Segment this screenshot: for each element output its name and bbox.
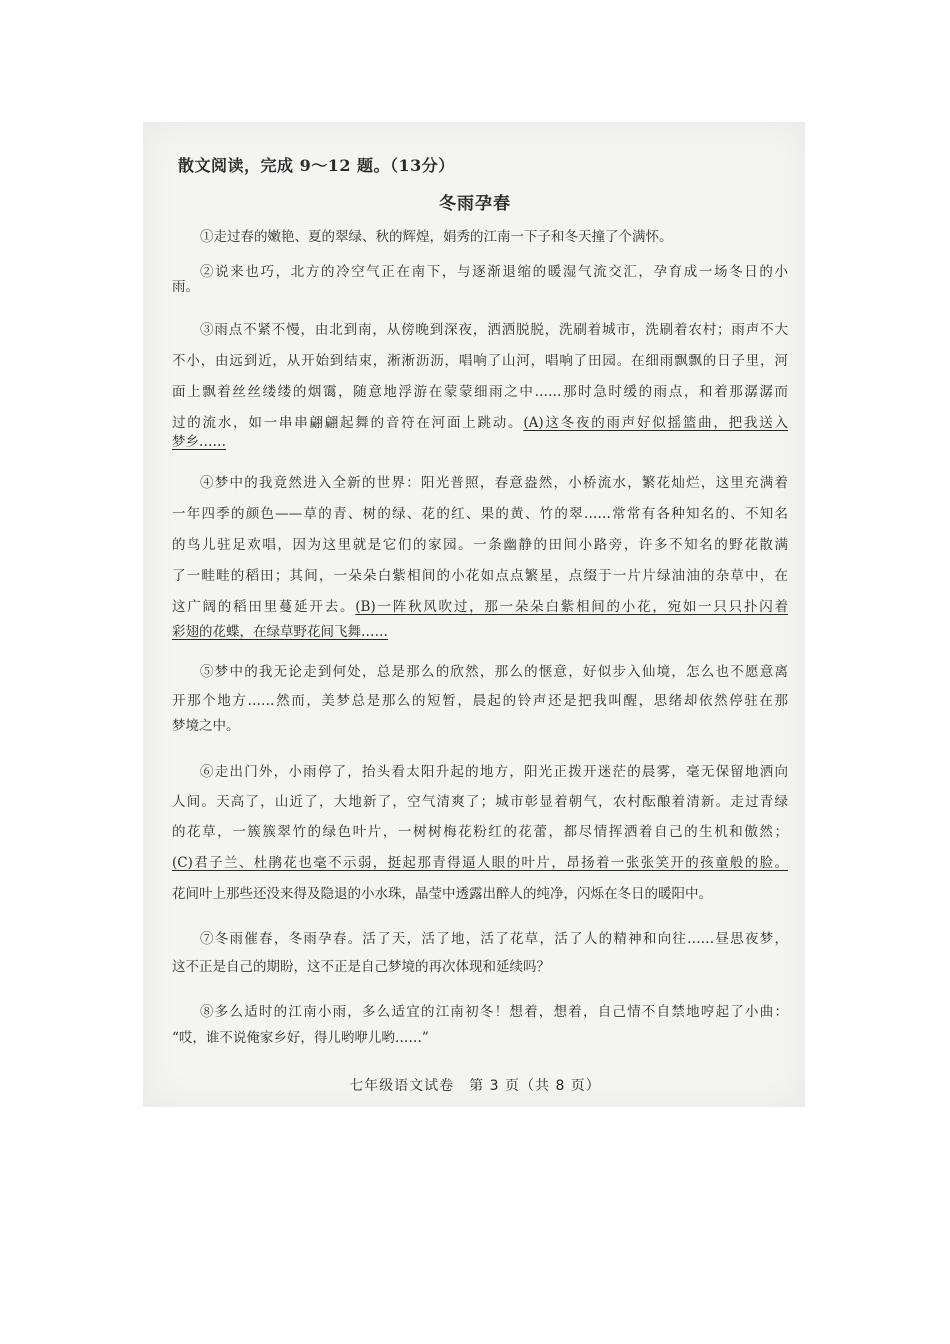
paragraph-2-line-2: 雨。: [172, 279, 199, 295]
paragraph-6-line-4: [172, 853, 788, 873]
paragraph-4-line-1: ④梦中的我竟然进入全新的世界：阳光普照，春意盎然，小桥流水，繁花灿烂，这里充满着: [200, 475, 788, 491]
paragraph-3-line-5: [172, 432, 788, 452]
paragraph-4-line-6: [172, 622, 788, 642]
paragraph-1-line-1: ①走过春的嫩艳、夏的翠绿、秋的辉煌，娟秀的江南一下子和冬天撞了个满怀。: [200, 229, 673, 245]
paragraph-3-line-4: [172, 413, 788, 433]
section-heading: 散文阅读，完成 9～12 题。（13分）: [178, 156, 455, 175]
paragraph-6-line-5: 花间叶上那些还没来得及隐退的小水珠，晶莹中透露出醉人的纯净，闪烁在冬日的暖阳中。: [172, 886, 712, 902]
paragraph-8-line-1: ⑧多么适时的江南小雨，多么适宜的江南初冬！想着，想着，自己情不自禁地哼起了小曲：: [200, 1004, 788, 1020]
paragraph-5-line-2: 开那个地方……然而，美梦总是那么的短暂，晨起的铃声还是把我叫醒，思绪却依然停驻在那: [172, 693, 788, 709]
paragraph-4-line-5: [172, 597, 788, 617]
page-footer: 七年级语文试卷 第 3 页（共 8 页）: [349, 1078, 601, 1094]
underlined-sentence-b: (B)一阵秋风吹过，那一朵朵白紫相间的小花，宛如一只只扑闪着: [355, 599, 788, 615]
paragraph-6-line-1: ⑥走出门外，小雨停了，抬头看太阳升起的地方，阳光正拨开迷茫的晨雾，毫无保留地洒向: [200, 764, 788, 780]
paragraph-3-line-2: 不小，由远到近，从开始到结束，淅淅沥沥，唱响了山河，唱响了田园。在细雨飘飘的日子里，河: [172, 353, 788, 369]
paragraph-7-line-2: 这不正是自己的期盼，这不正是自己梦境的再次体现和延续吗？: [172, 959, 550, 975]
underlined-sentence-a: (A)这冬夜的雨声好似摇篮曲，把我送入: [523, 415, 788, 431]
paragraph-6-line-3: 的花草，一簇簇翠竹的绿色叶片，一树树梅花粉红的花蕾，都尽情挥洒着自己的生机和傲然；: [172, 824, 788, 840]
paragraph-4-line-3: 的鸟儿驻足欢唱，因为这里就是它们的家园。一条幽静的田间小路旁，许多不知名的野花散满: [172, 537, 788, 553]
paragraph-5-line-1: ⑤梦中的我无论走到何处，总是那么的欣然，那么的惬意，好似步入仙境，怎么也不愿意离: [200, 664, 788, 680]
paragraph-3-text: 过的流水，如一串串翩翩起舞的音符在河面上跳动。: [172, 415, 524, 431]
underlined-sentence-c: (C)君子兰、杜鹃花也毫不示弱，挺起那青得逼人眼的叶片，昂扬着一张张笑开的孩童般的脸。: [172, 855, 788, 871]
paragraph-3-line-1: ③雨点不紧不慢，由北到南，从傍晚到深夜，洒洒脱脱，洗刷着城市，洗刷着农村；雨声不大: [200, 322, 788, 338]
paragraph-2-line-1: ②说来也巧，北方的冷空气正在南下，与逐渐退缩的暖湿气流交汇，孕育成一场冬日的小: [200, 264, 788, 280]
paragraph-4-line-4: 了一畦畦的稻田；其间，一朵朵白紫相间的小花如点点繁星，点缀于一片片绿油油的杂草中，在: [172, 568, 788, 584]
paragraph-4-text: 这广阔的稻田里蔓延开去。: [172, 599, 356, 615]
paragraph-8-line-2: “哎，谁不说俺家乡好，得儿哟咿儿哟……”: [172, 1030, 429, 1046]
paragraph-3-line-3: 面上飘着丝丝缕缕的烟霭，随意地浮游在蒙蒙细雨之中……那时急时缓的雨点，和着那潺潺而: [172, 384, 788, 400]
underlined-sentence-b-end: 彩翅的花蝶，在绿草野花间飞舞……: [172, 624, 388, 640]
paragraph-6-line-2: 人间。天高了，山近了，大地新了，空气清爽了；城市彰显着朝气，农村酝酿着清新。走过青绿: [172, 794, 788, 810]
essay-title: 冬雨孕春: [439, 194, 511, 214]
paragraph-5-line-3: 梦境之中。: [172, 718, 240, 734]
paragraph-4-line-2: 一年四季的颜色——草的青、树的绿、花的红、果的黄、竹的翠……常常有各种知名的、不知名: [172, 506, 788, 522]
paragraph-7-line-1: ⑦冬雨催春，冬雨孕春。活了天，活了地，活了花草，活了人的精神和向往……昼思夜梦，: [200, 931, 788, 947]
underlined-sentence-a-end: 梦乡……: [172, 434, 226, 450]
